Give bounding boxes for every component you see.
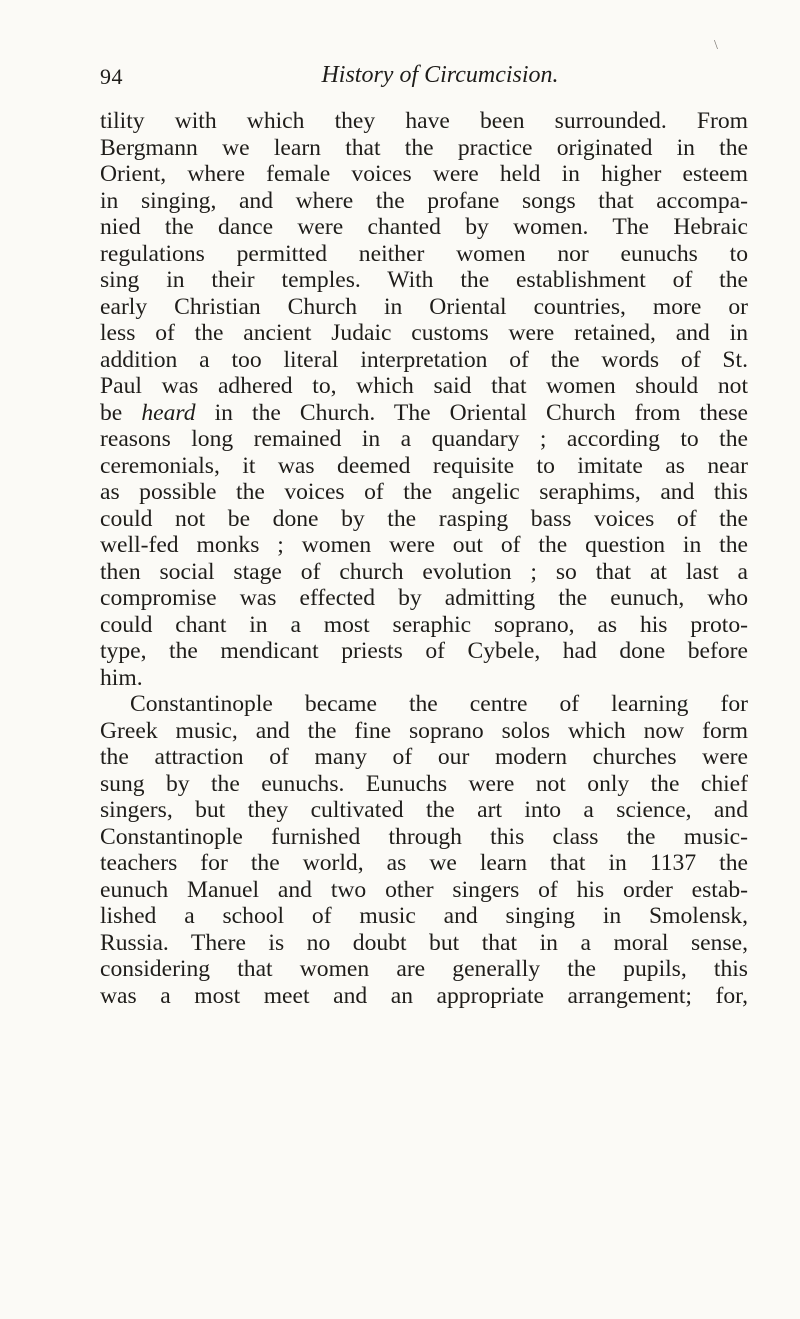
text-line: nied the dance were chanted by women. The Hebraic bbox=[100, 214, 748, 240]
text-line: in singing, and where the profane songs that accompa- bbox=[100, 187, 748, 214]
text-line: Bergmann we learn that the practice originated in the bbox=[100, 134, 748, 161]
text-line: considering that women are generally the pupils, this bbox=[100, 956, 748, 982]
text-line: Orient, where female voices were held in higher esteem bbox=[100, 161, 748, 187]
text-line: addition a too literal interpretation of the words of St. bbox=[100, 346, 748, 373]
body-text bbox=[100, 108, 748, 1009]
text-line: well-fed monks ; women were out of the question in the bbox=[100, 532, 748, 558]
text-line: singers, but they cultivated the art into a science, and bbox=[100, 797, 748, 823]
text-line: could not be done by the rasping bass voices of the bbox=[100, 505, 748, 532]
text-line: ceremonials, it was deemed requisite to imitate as near bbox=[100, 452, 748, 479]
text-line: early Christian Church in Oriental countries, more or bbox=[100, 293, 748, 320]
text-line: less of the ancient Judaic customs were retained, and in bbox=[100, 320, 748, 346]
text-line: type, the mendicant priests of Cybele, had done before bbox=[100, 638, 748, 664]
text-line bbox=[100, 400, 748, 427]
text-line: eunuch Manuel and two other singers of his order estab- bbox=[100, 876, 748, 903]
text-line: Russia. There is no doubt but that in a moral sense, bbox=[100, 929, 748, 956]
text-line: Paul was adhered to, which said that women should not bbox=[100, 373, 748, 399]
text-line: regulations permitted neither women nor eunuchs to bbox=[100, 240, 748, 267]
text-line: Constantinople furnished through this class the music- bbox=[100, 823, 748, 850]
text-line: lished a school of music and singing in Smolensk, bbox=[100, 903, 748, 929]
text-line: could chant in a most seraphic soprano, as his proto- bbox=[100, 611, 748, 638]
text-line: compromise was effected by admitting the eunuch, who bbox=[100, 585, 748, 611]
text-line: Constantinople became the centre of learning for bbox=[130, 691, 748, 717]
text-run: in the Church. The Oriental Church from these bbox=[195, 399, 748, 426]
text-line: sung by the eunuchs. Eunuchs were not only the chief bbox=[100, 770, 748, 797]
text-line: the attraction of many of our modern churches were bbox=[100, 744, 748, 770]
text-line: reasons long remained in a quandary ; according to the bbox=[100, 426, 748, 452]
emphasis-word: heard bbox=[141, 399, 196, 426]
page-number: 94 bbox=[100, 64, 123, 89]
text-line: as possible the voices of the angelic seraphims, and this bbox=[100, 479, 748, 505]
text-run: be bbox=[100, 399, 142, 426]
text-line: him. bbox=[100, 664, 143, 691]
text-line: then social stage of church evolution ; so that at last a bbox=[100, 558, 748, 585]
corner-mark: \ bbox=[714, 38, 718, 53]
running-title: History of Circumcision. bbox=[321, 62, 559, 88]
text-line: was a most meet and an appropriate arrangement; for, bbox=[100, 982, 748, 1009]
page-header bbox=[100, 58, 740, 98]
text-line: sing in their temples. With the establishment of the bbox=[100, 267, 748, 293]
text-line: teachers for the world, as we learn that in 1137 the bbox=[100, 850, 748, 876]
text-line: tility with which they have been surrounded. From bbox=[100, 108, 748, 134]
text-line: Greek music, and the fine soprano solos which now form bbox=[100, 717, 748, 744]
